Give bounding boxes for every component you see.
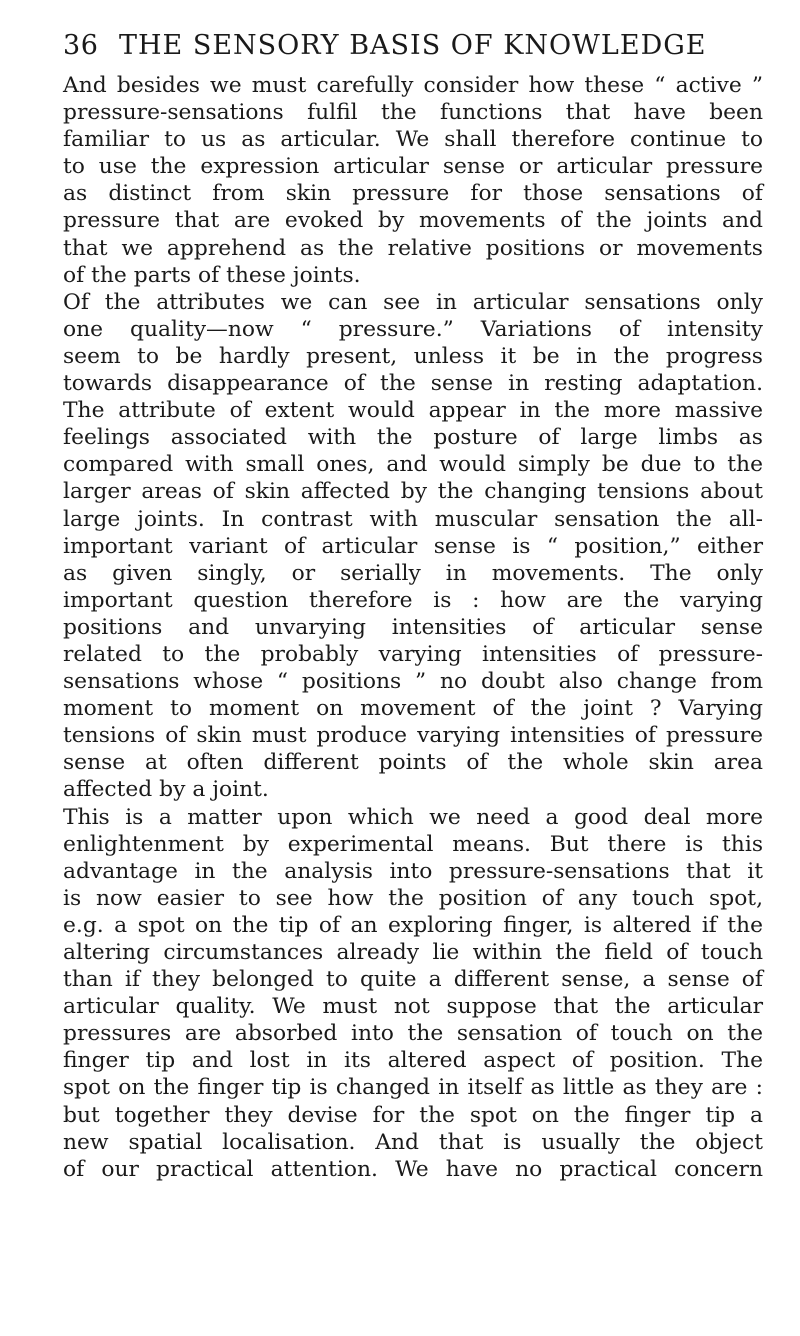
text-line: affected by a joint. [63, 777, 269, 803]
text-line: moment to moment on movement of the joint ? Varying [63, 696, 763, 722]
text-line: pressure that are evoked by movements of the joints and [63, 208, 763, 234]
text-line: articular quality. We must not suppose that the articular [63, 994, 763, 1020]
text-line: related to the probably varying intensities of pressure- [63, 641, 763, 667]
text-line: as distinct from skin pressure for those sensations of [63, 181, 763, 207]
text-line: of our practical attention. We have no practical concern [63, 1156, 763, 1182]
body-text [63, 72, 763, 1183]
text-line: sensations whose “ positions ” no doubt also change from [63, 669, 763, 695]
text-line: compared with small ones, and would simply be due to the [63, 452, 763, 478]
text-line: important variant of articular sense is “ position,” either [63, 533, 763, 559]
text-line: tensions of skin must produce varying intensities of pressure [63, 723, 763, 749]
text-line: And besides we must carefully consider how these “ active ” [63, 73, 763, 98]
text-line: The attribute of extent would appear in the more massive [63, 398, 763, 424]
running-head [63, 30, 763, 70]
text-line: positions and unvarying intensities of articular sense [63, 614, 763, 640]
page-number: 36 [63, 30, 99, 61]
text-line: that we apprehend as the relative positions or movements [63, 235, 763, 261]
book-page [63, 30, 763, 1183]
text-line: pressure-sensations fulfil the functions that have been [63, 100, 763, 126]
text-line: new spatial localisation. And that is usually the object [63, 1129, 763, 1155]
text-line: spot on the finger tip is changed in itself as little as they are : [63, 1075, 763, 1101]
text-line: of the parts of these joints. [63, 262, 361, 288]
text-line: altering circumstances already lie within the field of touch [63, 940, 763, 965]
text-line: larger areas of skin affected by the changing tensions about [63, 479, 763, 505]
text-line: enlightenment by experimental means. But there is this [63, 831, 763, 857]
text-line: important question therefore is : how are the varying [63, 587, 763, 613]
text-line: is now easier to see how the position of any touch spot, [63, 885, 763, 911]
text-line: Of the attributes we can see in articular sensations only [63, 289, 763, 315]
text-line: than if they belonged to quite a different sense, a sense of [63, 967, 763, 993]
text-line: feelings associated with the posture of large limbs as [63, 425, 763, 451]
text-line: seem to be hardly present, unless it be in the progress [63, 343, 763, 369]
text-line: e.g. a spot on the tip of an exploring finger, is altered if the [63, 912, 763, 938]
text-line: to use the expression articular sense or articular pressure [63, 154, 763, 180]
text-line: large joints. In contrast with muscular sensation the all- [63, 506, 763, 532]
text-line: advantage in the analysis into pressure-sensations that it [63, 858, 763, 884]
text-line: finger tip and lost in its altered aspect of position. The [63, 1048, 763, 1074]
text-line: as given singly, or serially in movements. The only [63, 560, 763, 586]
text-line: This is a matter upon which we need a good deal more [63, 804, 763, 830]
text-line: towards disappearance of the sense in resting adaptation. [63, 371, 763, 397]
text-line: pressures are absorbed into the sensation of touch on the [63, 1021, 763, 1047]
text-line: but together they devise for the spot on the finger tip a [63, 1102, 763, 1128]
text-line: familiar to us as articular. We shall therefore continue to [63, 127, 763, 153]
running-title: THE SENSORY BASIS OF KNOWLEDGE [119, 30, 707, 61]
text-line: sense at often different points of the whole skin area [63, 750, 763, 776]
text-line: one quality—now “ pressure.” Variations of intensity [63, 316, 763, 342]
